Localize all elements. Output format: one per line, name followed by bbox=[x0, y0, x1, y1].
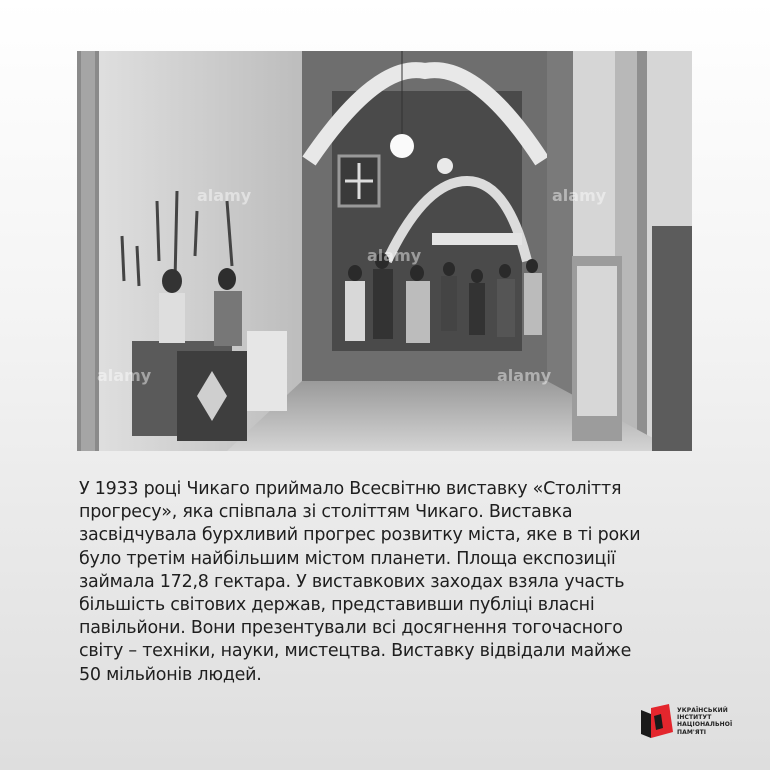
watermark-3: alamy bbox=[552, 186, 607, 205]
logo-line-1: УКРАЇНСЬКИЙ bbox=[677, 707, 728, 714]
archival-photo bbox=[77, 51, 692, 451]
watermark-5: alamy bbox=[497, 366, 552, 385]
watermark-1: alamy bbox=[197, 186, 252, 205]
logo-line-2: ІНСТИТУТ bbox=[677, 714, 712, 722]
watermark-4: alamy bbox=[97, 366, 152, 385]
logo-mark-icon bbox=[641, 704, 673, 738]
watermark-2: alamy bbox=[367, 246, 422, 265]
photo-scene bbox=[77, 51, 692, 451]
logo-line-4: ПАМ'ЯТІ bbox=[677, 728, 707, 736]
institute-logo bbox=[641, 704, 761, 744]
caption-text: У 1933 році Чикаго приймало Всесвітню виставку «Століття прогресу», яка співпала зі століттям Чикаго. Виставка засвідчувала бурхливий прогрес розвитку міста, яке в ті роки було третім найбільшим містом планети. Площа експозиції займала 172,8 гектара. У виставкових заходах взяла участь більшість світових держав, представивши публіці власні павільйони. Вони презентували всі досягнення тогочасного світу – техніки, науки, мистецтва. Виставку відвідали майже 50 мільйонів людей. bbox=[79, 479, 641, 685]
logo-text bbox=[677, 707, 761, 736]
logo-line-3: НАЦІОНАЛЬНОЇ bbox=[677, 721, 733, 729]
